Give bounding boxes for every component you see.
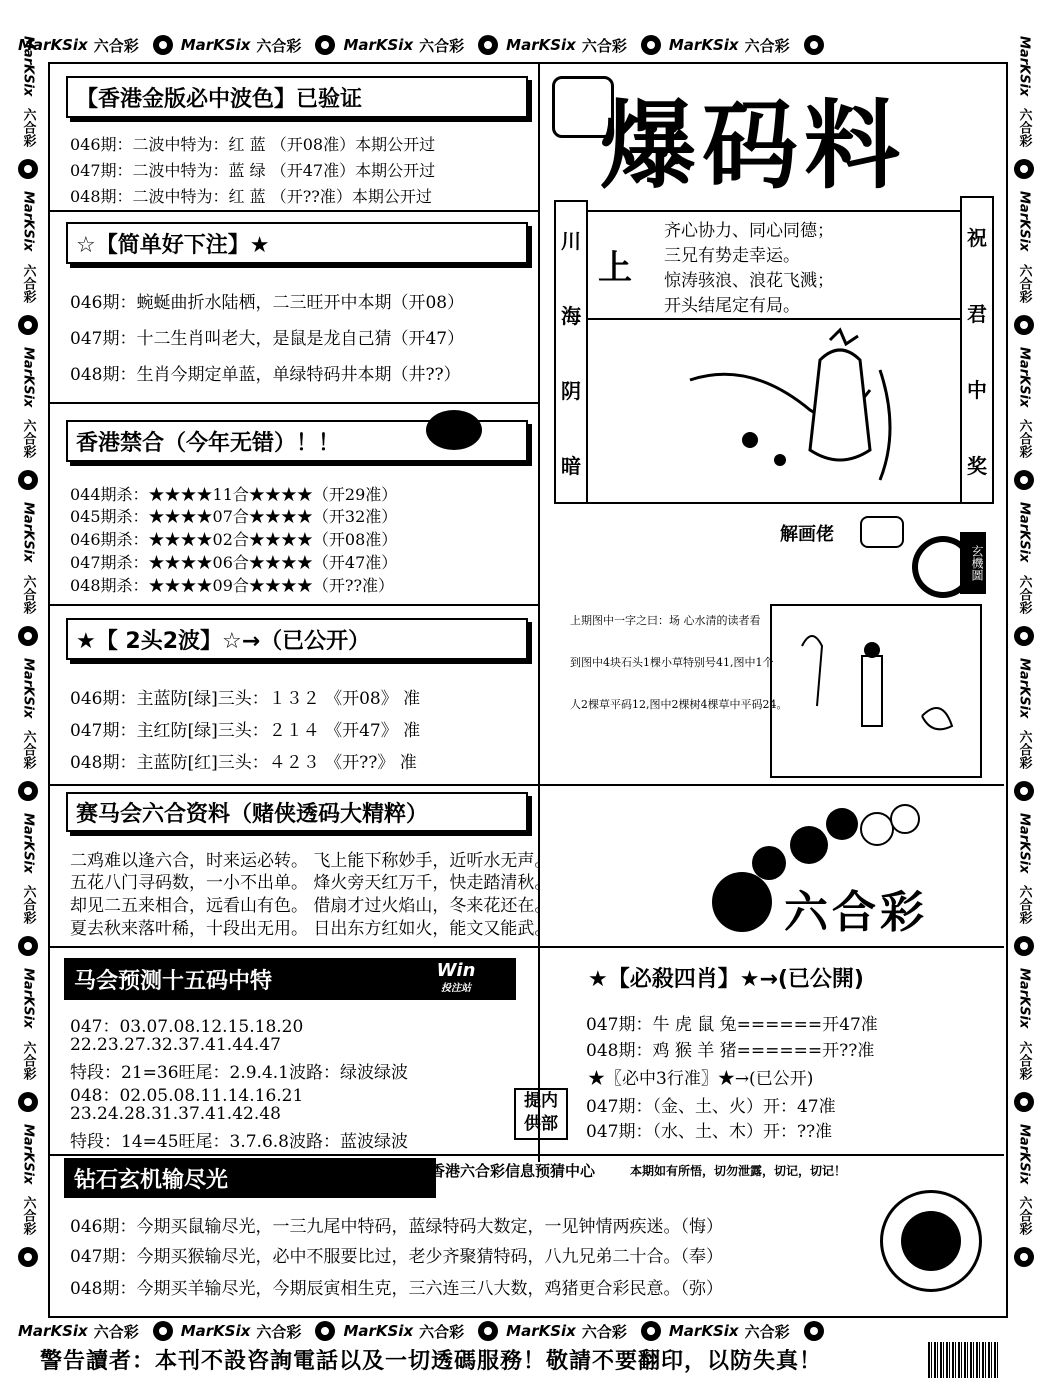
lhc-text: 六合彩 [1016, 1196, 1032, 1236]
previous-hint-picture [770, 604, 982, 778]
flower-icon [478, 35, 498, 55]
flower-icon [804, 1321, 824, 1341]
s4-row: 046期：主蓝防[绿]三头：１３２ 《开08》 准 [70, 689, 421, 709]
ball-icon [790, 826, 828, 864]
s3-row: 047期杀：★★★★06合★★★★（开47准） [70, 553, 398, 572]
flower-icon [315, 35, 335, 55]
s4-row: 048期：主蓝防[红]三头：４２３ 《开??》 准 [70, 753, 417, 773]
marksix-text: MarKSix [20, 968, 36, 1029]
flower-icon [153, 1321, 173, 1341]
marksix-text: MarKSix [668, 36, 739, 54]
flower-icon [1014, 936, 1034, 956]
wx-title: ★〖必中3行准〗★→(已公开) [588, 1069, 814, 1089]
barcode [928, 1342, 1000, 1378]
flower-icon [18, 315, 38, 335]
hint-line: 上期图中一字之曰：场 心水清的读者看 [570, 614, 761, 627]
marksix-text: MarKSix [20, 1123, 36, 1185]
xuanji-label: 玄機圖 [960, 532, 986, 594]
lhc-text: 六合彩 [581, 1322, 627, 1341]
s7-row: 046期：今期买鼠输尽光，一三九尾中特码，蓝绿特码大数定，一见钟情两疾迷。（悔） [70, 1217, 723, 1237]
flower-icon [1014, 159, 1034, 179]
s3-row: 048期杀：★★★★09合★★★★（开??准） [70, 576, 395, 595]
lhc-text: 六合彩 [419, 1322, 465, 1341]
lhc-text: 六合彩 [20, 885, 36, 925]
marksix-text: MarKSix [180, 36, 251, 54]
poem-line: 三兄有势走幸运。 [664, 246, 800, 266]
section4-title: ★【 2头2波】☆→（已公开） [66, 618, 528, 660]
marksix-text: MarKSix [343, 36, 414, 54]
flower-icon [1014, 626, 1034, 646]
lhc-title: 六合彩 [784, 887, 928, 938]
jiehua-label: 解画佬 [780, 524, 834, 545]
flower-icon [18, 626, 38, 646]
marksix-text: MarKSix [18, 1322, 88, 1340]
top-border-strip [18, 30, 1034, 60]
right-border-strip [1010, 30, 1038, 1340]
kill-row: 048期：鸡 猴 羊 猪======开??准 [586, 1041, 875, 1061]
wx-row: 047期：（金、土、火）开：47准 [586, 1097, 836, 1117]
s1-row: 048期：二波中特为：红 蓝 （开??准）本期公开过 [70, 187, 432, 206]
flower-icon [18, 781, 38, 801]
s1-row: 047期：二波中特为：蓝 绿 （开47准）本期公开过 [70, 161, 436, 180]
divider [50, 604, 538, 606]
section3-title: 香港禁合（今年无错）！！ [66, 420, 528, 462]
marksix-text: MarKSix [20, 657, 36, 719]
poem-line: 齐心协力、同心同德； [664, 221, 834, 241]
marksix-text: MarKSix [506, 36, 576, 54]
lhc-text: 六合彩 [256, 36, 302, 55]
marksix-text: MarKSix [20, 813, 36, 874]
ball-icon [712, 872, 772, 932]
marksix-text: MarKSix [18, 36, 88, 54]
s2-row: 047期：十二生肖叫老大，是鼠是龙自己猜（开47） [70, 329, 465, 349]
marksix-text: MarKSix [20, 36, 36, 97]
lhc-text: 六合彩 [744, 1322, 790, 1341]
lhc-text: 六合彩 [1016, 730, 1032, 770]
flower-icon [478, 1321, 498, 1341]
s2-row: 046期：蜿蜒曲折水陆栖，二三旺开中本期（开08） [70, 293, 465, 313]
ball-icon [890, 804, 920, 834]
section2-title: ☆【简单好下注】★ [66, 222, 528, 264]
flower-icon [18, 936, 38, 956]
lhc-text: 六合彩 [20, 1040, 36, 1080]
right-scroll: 祝 君 中 奖 [960, 196, 994, 504]
left-scroll: 川 海 阴 暗 [554, 200, 588, 504]
lhc-text: 六合彩 [20, 574, 36, 614]
marksix-text: MarKSix [668, 1322, 739, 1340]
lhc-text: 六合彩 [1016, 1040, 1032, 1080]
flower-icon [18, 159, 38, 179]
marksix-text: MarKSix [20, 346, 36, 408]
flower-icon [315, 1321, 335, 1341]
flower-icon [1014, 781, 1034, 801]
s6-row: 22.23.27.32.37.41.44.47 [70, 1035, 281, 1055]
warning-footer: 警告讀者：本刊不設咨詢電話以及一切透碼服務！敬請不要翻印，以防失真！ [40, 1349, 823, 1374]
lhc-text: 六合彩 [419, 36, 465, 55]
divider [50, 1154, 1004, 1156]
marksix-text: MarKSix [1016, 502, 1032, 563]
lhc-text: 六合彩 [20, 263, 36, 303]
s6-row: 特段：14=45旺尾：3.7.6.8波路：蓝波绿波 [70, 1132, 408, 1152]
marksix-text: MarKSix [180, 1322, 251, 1340]
flower-icon [18, 1092, 38, 1112]
wx-row: 047期：（水、土、木）开：??准 [586, 1122, 833, 1142]
marksix-text: MarKSix [1016, 191, 1032, 252]
s6-row: 特段：21=36旺尾：2.9.4.1波路：绿波绿波 [70, 1063, 408, 1083]
up-label: 上 [598, 248, 632, 288]
ball-icon [752, 846, 786, 880]
lhc-text: 六合彩 [20, 419, 36, 459]
lhc-text: 六合彩 [1016, 108, 1032, 148]
s5-row: 五花八门寻码数，一小不出单。 烽火旁天红万千，快走踏清秋。 [70, 873, 552, 893]
section1-title: 【香港金版必中波色】已验证 [66, 76, 528, 118]
flower-icon [1014, 315, 1034, 335]
marksix-text: MarKSix [1016, 813, 1032, 874]
hint-line: 到图中4块石头1棵小草特别号41,图中1个 [570, 656, 774, 669]
s6-row: 048：02.05.08.11.14.16.21 [70, 1086, 304, 1106]
marksix-text: MarKSix [506, 1322, 576, 1340]
section6-title: 马会预测十五码中特 [64, 958, 516, 1000]
flower-icon [18, 1247, 38, 1267]
left-border-strip [14, 30, 42, 1340]
divider [50, 946, 1004, 948]
s4-row: 047期：主红防[绿]三头：２１４ 《开47》 准 [70, 721, 421, 741]
s3-row: 044期杀：★★★★11合★★★★（开29准） [70, 485, 398, 504]
s1-row: 046期：二波中特为：红 蓝 （开08准）本期公开过 [70, 135, 436, 154]
rooster-rock-illustration [670, 320, 930, 490]
flower-icon [641, 1321, 661, 1341]
marksix-text: MarKSix [1016, 657, 1032, 719]
pointing-hand-icon [860, 516, 904, 548]
divider [50, 784, 1004, 786]
s7-row: 047期：今期买猴输尽光，必中不服要比过，老少齐聚猜特码，八九兄弟二十合。（奉） [70, 1247, 723, 1267]
s3-row: 046期杀：★★★★02合★★★★（开08准） [70, 530, 398, 549]
hint-line: 人2棵草平码12,图中2棵树4棵草中平码24。 [570, 698, 788, 711]
s3-row: 045期杀：★★★★07合★★★★（开32准） [70, 507, 398, 526]
kill-row: 047期：牛 虎 鼠 兔======开47准 [586, 1015, 878, 1035]
ball-icon [826, 808, 858, 840]
marksix-text: MarKSix [20, 191, 36, 252]
s7-row: 048期：今期买羊输尽光，今期辰寅相生克，三六连三八大数，鸡猪更合彩民意。（弥） [70, 1279, 723, 1299]
ball-icon [860, 812, 894, 846]
marksix-text: MarKSix [20, 502, 36, 563]
lhc-text: 六合彩 [1016, 419, 1032, 459]
flower-icon [1014, 1247, 1034, 1267]
win-logo: Win 投注站 [418, 958, 494, 998]
center-note: 本期如有所悟，切勿泄露，切记，切记！ [630, 1164, 847, 1178]
divider [50, 210, 538, 212]
lhc-text: 六合彩 [1016, 574, 1032, 614]
marksix-text: MarKSix [1016, 346, 1032, 408]
s5-row: 二鸡难以逢六合，时来运必转。 飞上能下称妙手，近听水无声。 [70, 851, 552, 871]
s6-row: 047：03.07.08.12.15.18.20 [70, 1017, 304, 1037]
lhc-text: 六合彩 [256, 1322, 302, 1341]
flower-icon [18, 470, 38, 490]
flower-icon [1014, 1092, 1034, 1112]
s2-row: 048期：生肖今期定单蓝，单绿特码井本期（井??） [70, 365, 461, 385]
marksix-text: MarKSix [1016, 968, 1032, 1029]
main-title: 爆码料 [600, 89, 906, 202]
lhc-text: 六合彩 [20, 730, 36, 770]
divider [50, 402, 538, 404]
center-text: 香港六合彩信息预猜中心 [430, 1162, 596, 1180]
lhc-text: 六合彩 [93, 1322, 139, 1341]
lhc-text: 六合彩 [1016, 263, 1032, 303]
kill-title: ★【必殺四肖】★→(已公開) [588, 967, 864, 992]
marksix-text: MarKSix [343, 1322, 414, 1340]
monkey-icon [380, 1158, 418, 1192]
fish-icon [426, 410, 482, 450]
center-divider [538, 62, 540, 1162]
bauhinia-seal [880, 1190, 982, 1292]
lhc-text: 六合彩 [93, 36, 139, 55]
tinei-box: 提内 供部 [514, 1088, 568, 1140]
s6-row: 23.24.28.31.37.41.42.48 [70, 1104, 281, 1124]
lhc-text: 六合彩 [20, 108, 36, 148]
marksix-text: MarKSix [1016, 1123, 1032, 1185]
lhc-text: 六合彩 [581, 36, 627, 55]
lhc-text: 六合彩 [20, 1196, 36, 1236]
flower-icon [1014, 470, 1034, 490]
s5-row: 夏去秋来落叶稀，十段出无用。 日出东方红如火，能文又能武。 [70, 919, 552, 939]
lhc-text: 六合彩 [1016, 885, 1032, 925]
poem-line: 惊涛骇浪、浪花飞溅； [664, 271, 834, 291]
flower-icon [641, 35, 661, 55]
flower-icon [153, 35, 173, 55]
poem-line: 开头结尾定有局。 [664, 296, 800, 316]
flower-icon [804, 35, 824, 55]
section7-title: 钻石玄机输尽光 [64, 1158, 436, 1198]
lhc-text: 六合彩 [744, 36, 790, 55]
marksix-text: MarKSix [1016, 36, 1032, 97]
bottom-border-strip [18, 1316, 1034, 1346]
section5-title: 赛马会六合资料（赌侠透码大精粹） [66, 792, 528, 832]
s5-row: 却见二五来相合，远看山有色。 借扇才过火焰山，冬来花还在。 [70, 896, 552, 916]
